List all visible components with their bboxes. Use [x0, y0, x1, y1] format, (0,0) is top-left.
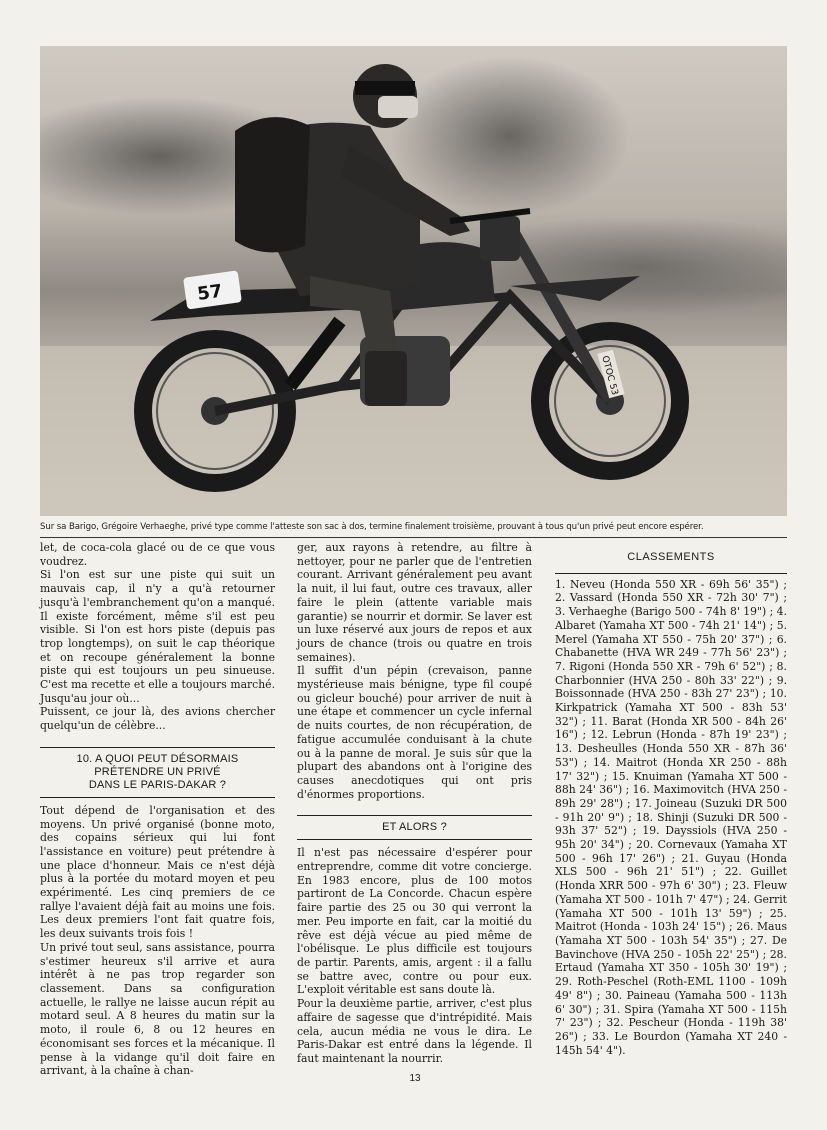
column-2: [297, 541, 532, 1066]
paragraph: Il suffit d'un pépin (crevaison, panne mystérieuse mais bénigne, type fil coupé ou gicleur bouché) pour arriver de nuit à une étape et commencer un cycle infernal de nuits courtes, de non récupération, de fatigue accumulée conduisant à la chute ou à la panne de moral. Je suis sûr que la plupart des abandons ont à l'origine des causes anecdotiques qui ont pris d'énormes proportions.: [297, 664, 532, 801]
rider-photo: [40, 46, 787, 516]
paragraph: Pour la deuxième partie, arriver, c'est plus affaire de sagesse que d'intrépidité. Mais cela, aucun média ne vous le dira. Le Paris-Dakar est entré dans la légende. Il faut maintenant la nourrir.: [297, 997, 532, 1065]
divider: [40, 537, 787, 538]
page-number: 13: [409, 1073, 421, 1084]
bike-number: 57: [196, 280, 224, 305]
paragraph: Si l'on est sur une piste qui suit un mauvais cap, il n'y a qu'à retourner jusqu'à l'embranchement qu'on a manqué. Il existe forcément, même s'il est peu visible. Si l'on est hors piste (depuis pas trop longtemps), on suit le cap théorique et on recoupe généralement la bonne piste qui est toujours un peu sinueuse. C'est ma recette et elle a toujours marché. Jusqu'au jour où...: [40, 568, 275, 705]
paragraph: ger, aux rayons à retendre, au filtre à nettoyer, pour ne parler que de l'entretien courant. Arrivant généralement peu avant la nuit, il lui faut, outre ces travaux, aller faire le plein (attente variable mais garantie) se nourrir et dormir. Se laver est un luxe réservé aux jours de repos et aux jours de chance (trois ou quatre en trois semaines).: [297, 541, 532, 664]
motorcycle-illustration: [40, 46, 787, 516]
results-box: [555, 541, 787, 1057]
plate-text: OTOC 53: [599, 354, 620, 397]
section-heading: ET ALORS ?: [297, 815, 532, 840]
paragraph: Tout dépend de l'organisation et des moyens. Un privé organisé (bonne moto, des copains sérieux qui lui font l'assistance en voiture) peut prétendre à une place d'honneur. Mais ce n'est déjà plus à la portée du motard moyen et peu expérimenté. Les cinq premiers de ce rallye l'avaient déjà fait au moins une fois. Les deux premiers l'ont fait quatre fois, les deux suivants trois fois !: [40, 803, 275, 941]
section-heading: 10. A QUOI PEUT DÉSORMAIS PRÉTENDRE UN PRIVÉ DANS LE PARIS-DAKAR ?: [40, 747, 275, 798]
photo-caption: Sur sa Barigo, Grégoire Verhaeghe, privé type comme l'atteste son sac à dos, termine finalement troisième, prouvant à tous qu'un privé peut encore espérer.: [40, 522, 704, 532]
paragraph: Un privé tout seul, sans assistance, pourra s'estimer heureux s'il arrive et aura intérêt à ne pas trop regarder son classement. Dans sa configuration actuelle, le rallye ne laisse aucun répit au motard seul. A 8 heures du matin sur la moto, il roule 6, 8 ou 12 heures en économisant ses forces et la mécanique. Il pense à la vidange qu'il doit faire en arrivant, à la chaîne à chan-: [40, 940, 275, 1078]
results-title: CLASSEMENTS: [555, 541, 787, 574]
column-1: [40, 541, 275, 1078]
paragraph: let, de coca-cola glacé ou de ce que vous voudrez.: [40, 541, 275, 568]
results-list: 1. Neveu (Honda 550 XR - 69h 56' 35") ; 2. Vassard (Honda 550 XR - 72h 30' 7") ; 3. Verhaeghe (Barigo 500 - 74h 8' 19") ; 4. Albaret (Yamaha XT 500 - 74h 21' 14") ; 5. Merel (Yamaha XT 550 - 75h 20' 37") ; 6. Chabanette (HVA WR 249 - 77h 56' 23") ; 7. Rigoni (Honda 550 XR - 79h 6' 52") ; 8. Charbonnier (HVA 250 - 80h 33' 22") ; 9. Boissonnade (HVA 250 - 83h 27' 23") ; 10. Kirkpatrick (Yamaha XT 500 - 83h 53' 32") ; 11. Barat (Honda XR 500 - 84h 26' 16") ; 12. Lebrun (Honda - 87h 19' 23") ; 13. Desheulles (Honda 550 XR - 87h 36' 53") ; 14. Maitrot (Honda XR 250 - 88h 17' 32") ; 15. Knuiman (Yamaha XT 500 - 88h 24' 36") ; 16. Maximovitch (HVA 250 - 89h 29' 28") ; 17. Joineau (Suzuki DR 500 - 91h 20' 9") ; 18. Shinji (Suzuki DR 500 - 93h 37' 52") ; 19. Dayssiols (HVA 250 - 95h 20' 34") ; 20. Cornevaux (Yamaha XT 500 - 96h 17' 26") ; 21. Guyau (Honda XLS 500 - 96h 21' 51") ; 22. Guillet (Honda XRR 500 - 97h 6' 30") ; 23. Fleuw (Yamaha XT 500 - 101h 7' 47") ; 24. Gerrit (Yamaha XT 500 - 101h 13' 59") ; 25. Maitrot (Honda - 103h 24' 15") ; 26. Maus (Yamaha XT 500 - 103h 54' 35") ; 27. De Bavinchove (HVA 250 - 105h 22' 25") ; 28. Ertaud (Yamaha XT 350 - 105h 30' 19") ; 29. Roth-Peschel (Roth-EML 1100 - 109h 49' 8") ; 30. Paineau (Yamaha 500 - 113h 6' 30") ; 31. Spira (Yamaha XT 500 - 115h 7' 23") ; 32. Pescheur (Honda - 119h 38' 26") ; 33. Le Bourdon (Yamaha XT 240 - 145h 54' 4").: [555, 577, 787, 1057]
paragraph: Il n'est pas nécessaire d'espérer pour entreprendre, comme dit votre concierge. En 1983 encore, plus de 100 motos partiront de La Concorde. Chacun espère faire partie des 25 ou 30 qui verront la mer. Peu importe en fait, car la moitié du rêve est déjà vécue au pied même de l'obélisque. Le plus difficile est toujours de partir. Parents, amis, argent : il a fallu se battre avec, contre ou pour eux. L'exploit véritable est sans doute là.: [297, 846, 532, 997]
paragraph: Puissent, ce jour là, des avions chercher quelqu'un de célèbre...: [40, 705, 275, 733]
